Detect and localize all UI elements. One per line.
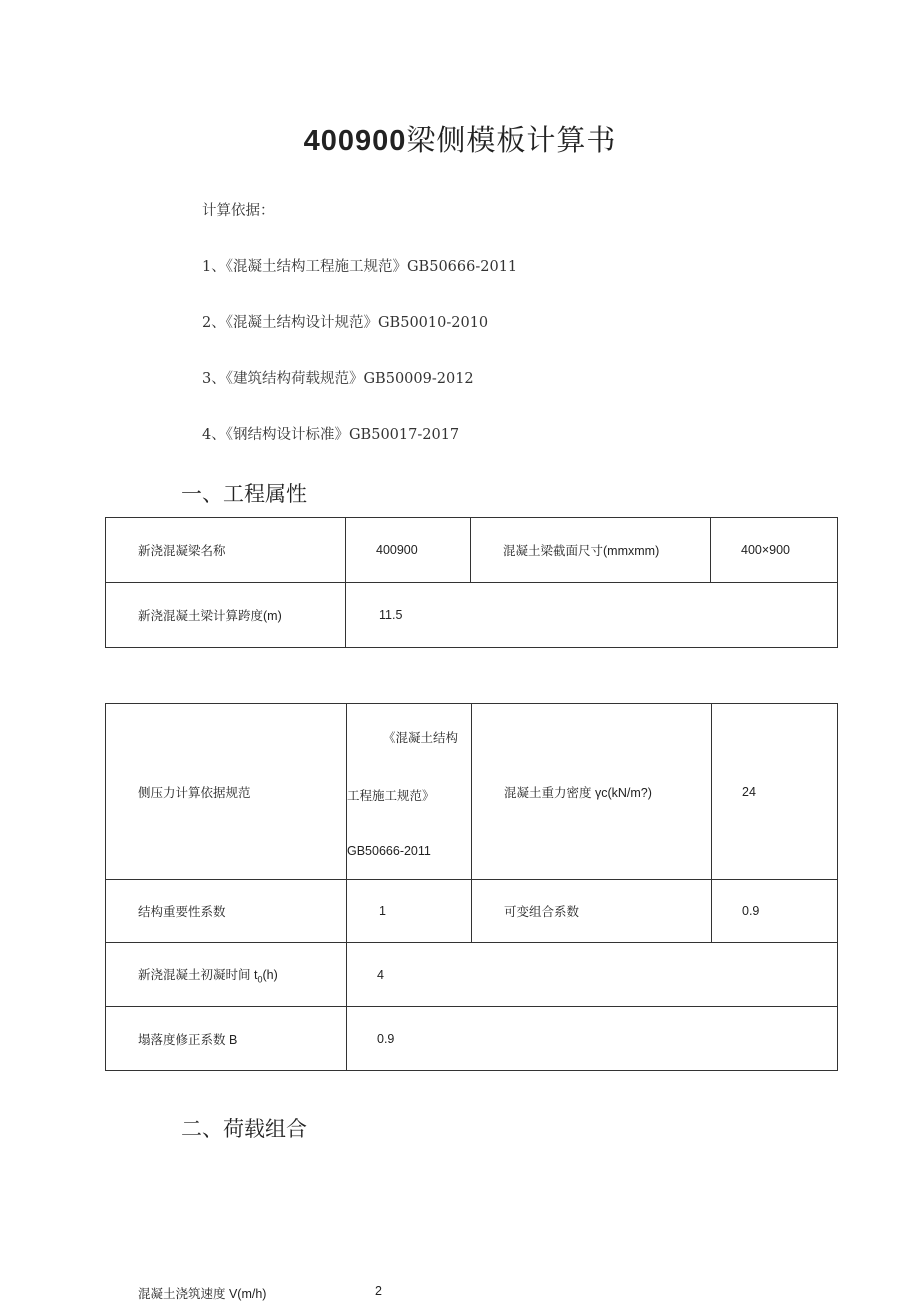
- importance-factor-label: 结构重要性系数: [106, 880, 347, 943]
- slump-factor-value: 0.9: [347, 1007, 838, 1071]
- basis-item-2: 2、《混凝土结构设计规范》GB50010-2010: [202, 315, 489, 331]
- importance-factor-value: 1: [347, 880, 472, 943]
- variable-factor-label: 可变组合系数: [472, 880, 712, 943]
- title-text: 梁侧模板计算书: [406, 123, 617, 157]
- table-row: [106, 704, 838, 880]
- basis-item-4: 4、《钢结构设计标准》GB50017-2017: [202, 427, 460, 443]
- beam-name-value: 400900: [346, 518, 471, 583]
- pour-speed-value: 2: [375, 1284, 382, 1298]
- beam-name-label: 新浇混凝梁名称: [106, 518, 346, 583]
- table-row: [106, 1007, 838, 1071]
- beam-section-value: 400×900: [711, 518, 838, 583]
- concrete-density-value: 24: [712, 704, 838, 880]
- standard-line-3: GB50666-2011: [347, 844, 431, 858]
- table-row: [106, 583, 838, 648]
- basis-heading: 计算依据：: [202, 203, 275, 219]
- initial-set-time-unit: (h): [262, 967, 278, 982]
- table-row: [106, 518, 838, 583]
- initial-set-time-value: 4: [347, 943, 838, 1007]
- section-title-project-properties: 一、工程属性: [181, 482, 307, 506]
- pressure-standard-label: 侧压力计算依据规范: [106, 704, 347, 880]
- standard-line-1: 《混凝土结构: [383, 731, 459, 745]
- concrete-density-label: 混凝土重力密度 γc(kN/m?): [472, 704, 712, 880]
- section-title-load-combination: 二、荷载组合: [181, 1117, 307, 1141]
- pour-speed-label: 混凝土浇筑速度 V(m/h): [138, 1287, 267, 1301]
- table-row: [106, 880, 838, 943]
- side-pressure-table: [105, 703, 838, 1071]
- initial-set-time-label: [106, 943, 347, 1007]
- variable-factor-value: 0.9: [712, 880, 838, 943]
- standard-line-2: 工程施工规范》: [347, 789, 435, 803]
- beam-span-value: 11.5: [346, 583, 838, 648]
- title-number: 400900: [303, 125, 407, 157]
- table-row: [106, 943, 838, 1007]
- project-properties-table: [105, 517, 838, 648]
- basis-item-1: 1、《混凝土结构工程施工规范》GB50666-2011: [202, 259, 518, 275]
- basis-item-3: 3、《建筑结构荷载规范》GB50009-2012: [202, 371, 474, 387]
- page-title: [0, 118, 920, 159]
- pressure-standard-value: [347, 704, 472, 880]
- initial-set-time-text: 新浇混凝土初凝时间 t: [138, 967, 258, 982]
- slump-factor-label: 塌落度修正系数 B: [106, 1007, 347, 1071]
- initial-set-time-subscript: 0: [257, 974, 263, 985]
- beam-span-label: 新浇混凝土梁计算跨度(m): [106, 583, 346, 648]
- beam-section-label: 混凝土梁截面尺寸(mmxmm): [471, 518, 711, 583]
